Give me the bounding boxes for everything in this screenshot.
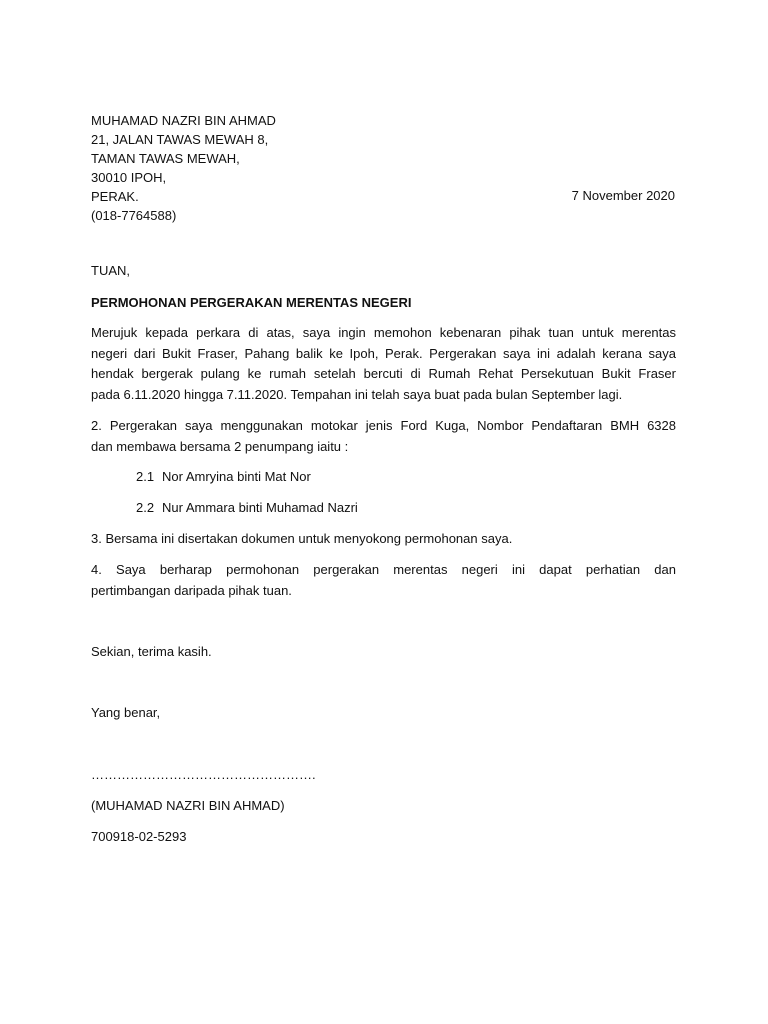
sender-address-line-2: TAMAN TAWAS MEWAH, xyxy=(91,151,240,166)
paragraph-2-line: 2. Pergerakan saya menggunakan motokar jenis Ford Kuga, Nombor Pendaftaran BMH 6328 xyxy=(91,418,676,433)
passenger-item xyxy=(136,468,311,486)
closing-remark: Sekian, terima kasih. xyxy=(91,644,212,659)
paragraph-4 xyxy=(91,560,676,601)
paragraph-1-line: Merujuk kepada perkara di atas, saya ingin memohon kebenaran pihak tuan untuk merentas xyxy=(91,325,676,340)
paragraph-2 xyxy=(91,416,676,457)
sender-phone: (018-7764588) xyxy=(91,208,177,223)
passenger-name: Nur Ammara binti Muhamad Nazri xyxy=(162,500,358,515)
paragraph-4-line: 4. Saya berharap permohonan pergerakan merentas negeri ini dapat perhatian dan xyxy=(91,562,676,577)
sender-address-line-1: 21, JALAN TAWAS MEWAH 8, xyxy=(91,132,269,147)
paragraph-1-line: hendak bergerak pulang ke rumah setelah bercuti di Rumah Rehat Persekutuan Bukit Fraser xyxy=(91,366,676,381)
sender-address-line-4: PERAK. xyxy=(91,189,139,204)
passenger-number: 2.1 xyxy=(136,469,155,484)
paragraph-1 xyxy=(91,323,676,405)
paragraph-2-line: dan membawa bersama 2 penumpang iaitu : xyxy=(91,438,349,454)
ic-number: 700918-02-5293 xyxy=(91,829,187,844)
passenger-name: Nor Amryina binti Mat Nor xyxy=(162,469,311,484)
signatory-name: (MUHAMAD NAZRI BIN AHMAD) xyxy=(91,798,285,813)
subject-heading: PERMOHONAN PERGERAKAN MERENTAS NEGERI xyxy=(91,295,412,310)
signature-line: ……………………………………………. xyxy=(91,767,316,782)
paragraph-1-line: pada 6.11.2020 hingga 7.11.2020. Tempahan ini telah saya buat pada bulan September lagi. xyxy=(91,386,623,402)
paragraph-3: 3. Bersama ini disertakan dokumen untuk menyokong permohonan saya. xyxy=(91,531,513,546)
sender-name: MUHAMAD NAZRI BIN AHMAD xyxy=(91,113,276,128)
paragraph-4-line: pertimbangan daripada pihak tuan. xyxy=(91,582,292,598)
paragraph-1-line: negeri dari Bukit Fraser, Pahang balik ke Ipoh, Perak. Pergerakan saya ini adalah kerana saya xyxy=(91,345,676,361)
letter-date: 7 November 2020 xyxy=(571,188,675,203)
passenger-item xyxy=(136,499,358,517)
sender-address-line-3: 30010 IPOH, xyxy=(91,170,167,185)
salutation: TUAN, xyxy=(91,263,130,278)
passenger-number: 2.2 xyxy=(136,500,155,515)
sign-off: Yang benar, xyxy=(91,705,161,720)
